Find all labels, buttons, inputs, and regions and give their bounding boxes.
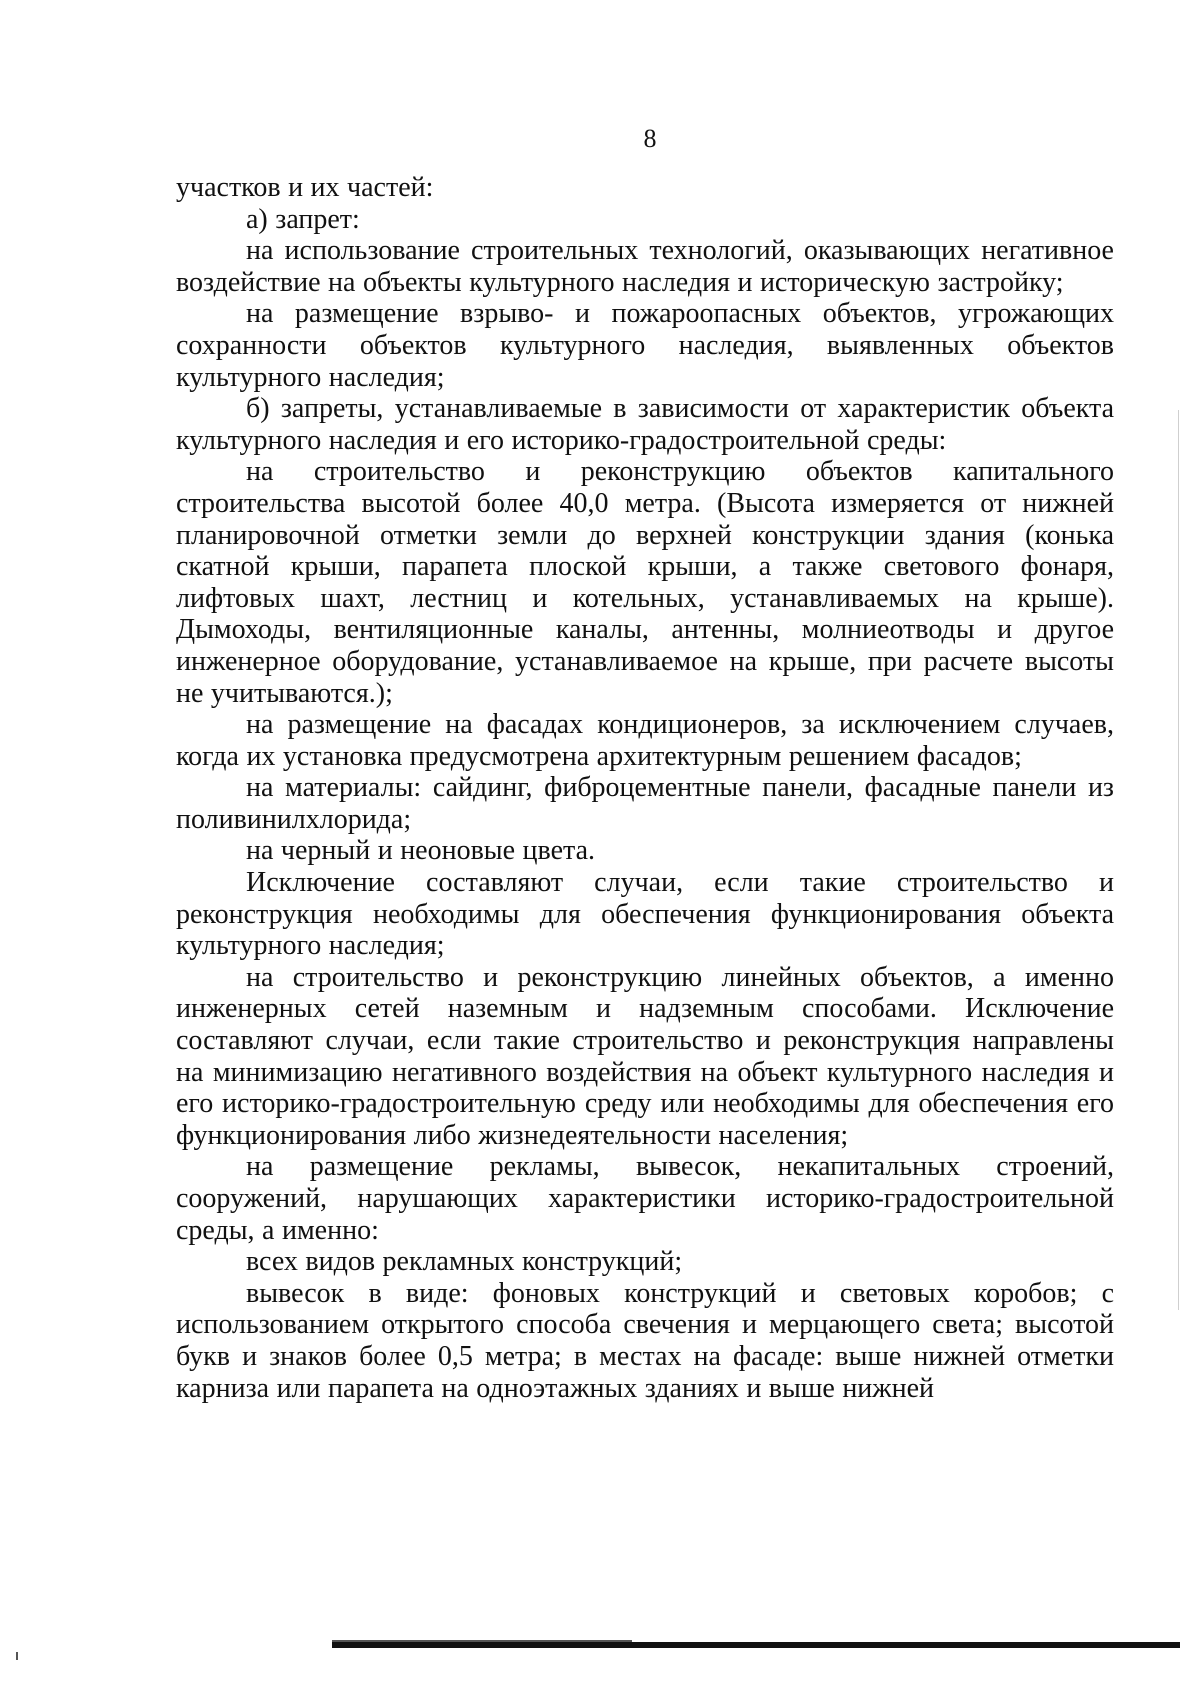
paragraph: на строительство и реконструкцию линейных объектов, а именно инженерных сетей наземным и надземным способами. Исключение составляют случаи, если такие строительство и реконструкция направлены на минимизацию негативного воздействия на объект культурного наследия и его историко-градостроительную среду или необходимы для обеспечения его функционирования либо жизнедеятельности населения;	[176, 961, 1114, 1151]
paragraph: на черный и неоновые цвета.	[246, 835, 596, 867]
paragraph: Исключение составляют случаи, если такие строительство и реконструкция необходимы для обеспечения функционирования объекта культурного наследия;	[176, 867, 1114, 962]
paragraph: вывесок в виде: фоновых конструкций и световых коробов; с использованием открытого способа свечения и мерцающего света; высотой букв и знаков более 0,5 метра; в местах на фасаде: выше нижней отметки карниза или парапета на одноэтажных зданиях и выше нижней	[176, 1277, 1114, 1404]
paragraph: всех видов рекламных конструкций;	[246, 1246, 683, 1278]
paragraph: на использование строительных технологий, оказывающих негативное воздействие на объекты культурного наследия и историческую застройку;	[176, 235, 1114, 298]
document-body	[176, 172, 1114, 1404]
paragraph: а) запрет:	[246, 203, 360, 235]
paragraph: участков и их частей:	[176, 172, 434, 203]
paragraph: на размещение взрыво- и пожароопасных объектов, угрожающих сохранности объектов культурного наследия, выявленных объектов культурного наследия;	[176, 298, 1114, 393]
scan-edge-line	[1178, 410, 1179, 1310]
paragraph: на строительство и реконструкцию объектов капитального строительства высотой более 40,0 метра. (Высота измеряется от нижней планировочной отметки земли до верхней конструкции здания (конька скатной крыши, парапета плоской крыши, а также светового фонаря, лифтовых шахт, лестниц и котельных, устанавливаемых на крыше). Дымоходы, вентиляционные каналы, антенны, молниеотводы и другое инженерное оборудование, устанавливаемое на крыше, при расчете высоты не учитываются.);	[176, 456, 1114, 709]
paragraph: на размещение рекламы, вывесок, некапитальных строений, сооружений, нарушающих характеристики историко-градостроительной среды, а именно:	[176, 1151, 1114, 1246]
page-number: 8	[643, 124, 657, 153]
footer-rule	[332, 1642, 1180, 1648]
paragraph: на размещение на фасадах кондиционеров, за исключением случаев, когда их установка предусмотрена архитектурным решением фасадов;	[176, 709, 1114, 772]
paragraph: на материалы: сайдинг, фиброцементные панели, фасадные панели из поливинилхлорида;	[176, 772, 1114, 835]
paragraph: б) запреты, устанавливаемые в зависимости от характеристик объекта культурного наследия и его историко-градостроительной среды:	[176, 393, 1114, 456]
scan-artifact	[16, 1652, 18, 1660]
